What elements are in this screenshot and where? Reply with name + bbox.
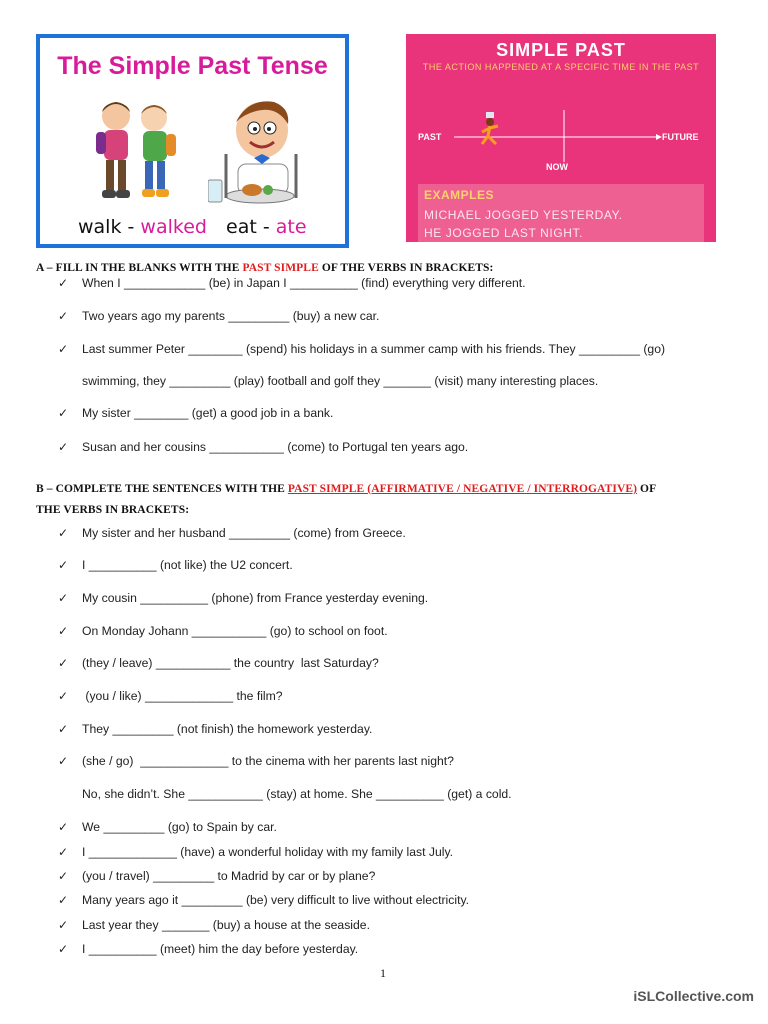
list-item: ✓ Two years ago my parents _________ (buy) a new car. bbox=[58, 309, 380, 323]
past-label: PAST bbox=[418, 132, 442, 142]
list-item: ✓ I __________ (meet) him the day before yesterday. bbox=[58, 942, 359, 956]
caption-walk: walk - walked bbox=[78, 216, 207, 238]
check-icon: ✓ bbox=[58, 820, 69, 834]
list-item: ✓ Last summer Peter ________ (spend) his holidays in a summer camp with his friends. They _________ (go) bbox=[58, 342, 666, 356]
future-label: FUTURE bbox=[662, 132, 699, 142]
list-item: ✓ (you / like) _____________ the film? bbox=[58, 689, 283, 703]
list-item: ✓ Last year they _______ (buy) a house at the seaside. bbox=[58, 918, 370, 932]
list-item: ✓ When I ____________ (be) in Japan I __________ (find) everything very different. bbox=[58, 276, 526, 290]
check-icon: ✓ bbox=[58, 342, 69, 356]
check-icon: ✓ bbox=[58, 440, 69, 454]
check-icon: ✓ bbox=[58, 624, 69, 638]
list-item: ✓ I __________ (not like) the U2 concert. bbox=[58, 558, 293, 572]
caption-eat: eat - ate bbox=[226, 216, 307, 238]
check-icon: ✓ bbox=[58, 689, 69, 703]
watermark: iSLCollective.com bbox=[633, 988, 754, 1004]
page-number: 1 bbox=[380, 966, 386, 980]
check-icon: ✓ bbox=[58, 722, 69, 736]
check-icon: ✓ bbox=[58, 893, 69, 907]
walking-kids-illustration bbox=[88, 94, 198, 214]
examples-title: EXAMPLES bbox=[424, 188, 495, 202]
check-icon: ✓ bbox=[58, 656, 69, 670]
list-item-continuation: No, she didn’t. She ___________ (stay) at home. She __________ (get) a cold. bbox=[82, 787, 512, 801]
list-item: ✓ Susan and her cousins ___________ (come) to Portugal ten years ago. bbox=[58, 440, 469, 454]
list-item: ✓ (she / go) _____________ to the cinema with her parents last night? bbox=[58, 754, 454, 768]
eating-boy-illustration bbox=[208, 94, 308, 214]
simple-past-illustration-card bbox=[36, 34, 349, 248]
list-item: ✓ My cousin __________ (phone) from France yesterday evening. bbox=[58, 591, 429, 605]
list-item: ✓ My sister ________ (get) a good job in a bank. bbox=[58, 406, 334, 420]
check-icon: ✓ bbox=[58, 276, 69, 290]
timeline-title: SIMPLE PAST bbox=[496, 40, 626, 60]
section-b-heading: B – COMPLETE THE SENTENCES WITH THE PAST SIMPLE (AFFIRMATIVE / NEGATIVE / INTERROGATIVE) OF bbox=[36, 483, 657, 495]
check-icon: ✓ bbox=[58, 558, 69, 572]
list-item: ✓ (you / travel) _________ to Madrid by car or by plane? bbox=[58, 869, 376, 883]
card-title: The Simple Past Tense bbox=[57, 52, 328, 80]
section-b-heading-line2: THE VERBS IN BRACKETS: bbox=[36, 504, 190, 516]
check-icon: ✓ bbox=[58, 309, 69, 323]
list-item: ✓ Many years ago it _________ (be) very difficult to live without electricity. bbox=[58, 893, 470, 907]
list-item: ✓ (they / leave) ___________ the country last Saturday? bbox=[58, 656, 379, 670]
check-icon: ✓ bbox=[58, 869, 69, 883]
list-item: ✓ I _____________ (have) a wonderful holiday with my family last July. bbox=[58, 845, 454, 859]
check-icon: ✓ bbox=[58, 526, 69, 540]
section-a-heading: A – FILL IN THE BLANKS WITH THE PAST SIMPLE OF THE VERBS IN BRACKETS: bbox=[36, 262, 494, 274]
timeline-subtitle: THE ACTION HAPPENED AT A SPECIFIC TIME IN THE PAST bbox=[422, 62, 700, 72]
examples-panel bbox=[418, 184, 704, 242]
now-label: NOW bbox=[546, 162, 568, 172]
example-line-1: MICHAEL JOGGED YESTERDAY. bbox=[424, 208, 623, 222]
example-line-2: HE JOGGED LAST NIGHT. bbox=[424, 226, 584, 240]
simple-past-timeline-card bbox=[406, 34, 716, 242]
check-icon: ✓ bbox=[58, 406, 69, 420]
check-icon: ✓ bbox=[58, 591, 69, 605]
check-icon: ✓ bbox=[58, 845, 69, 859]
check-icon: ✓ bbox=[58, 754, 69, 768]
list-item: ✓ They _________ (not finish) the homework yesterday. bbox=[58, 722, 373, 736]
check-icon: ✓ bbox=[58, 942, 69, 956]
list-item: ✓ My sister and her husband _________ (come) from Greece. bbox=[58, 526, 406, 540]
list-item: ✓ We _________ (go) to Spain by car. bbox=[58, 820, 277, 834]
check-icon: ✓ bbox=[58, 918, 69, 932]
list-item-continuation: swimming, they _________ (play) football and golf they _______ (visit) many interesting places. bbox=[82, 374, 599, 388]
list-item: ✓ On Monday Johann ___________ (go) to school on foot. bbox=[58, 624, 388, 638]
